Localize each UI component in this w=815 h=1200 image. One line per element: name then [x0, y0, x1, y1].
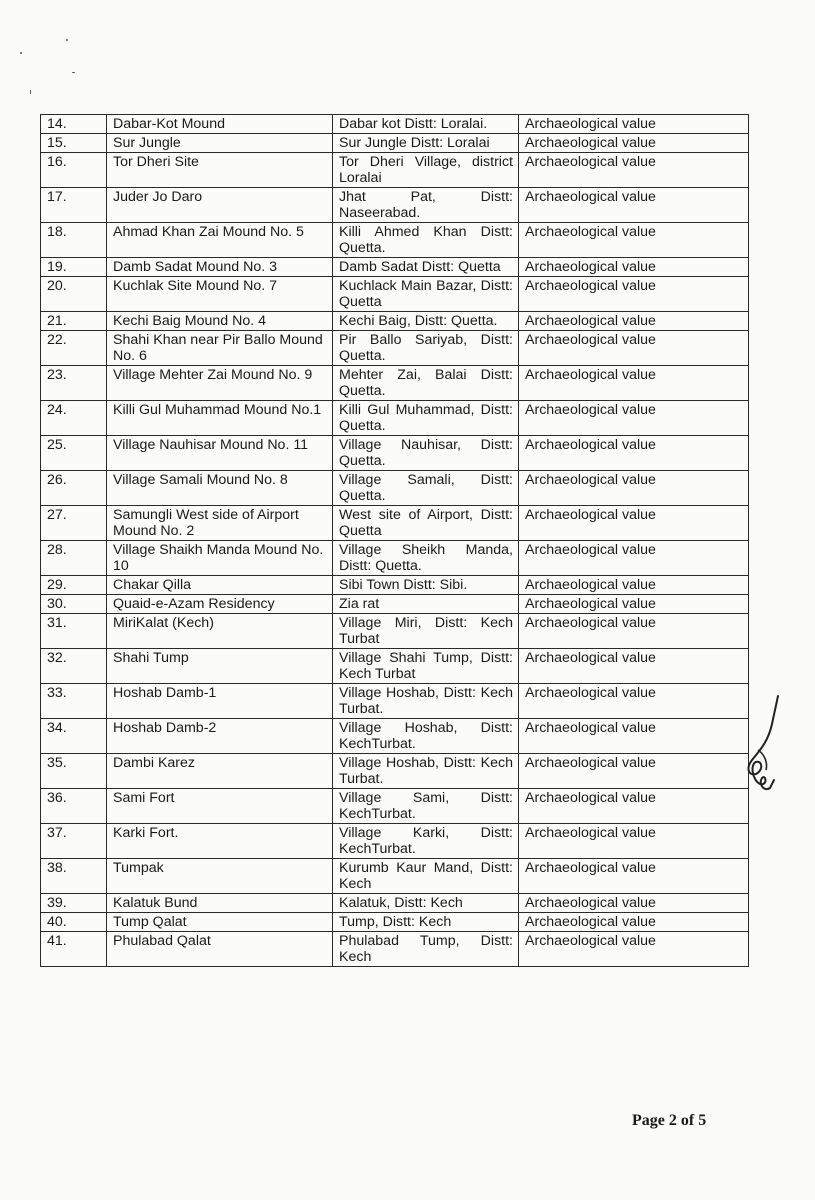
- site-name-cell: Karki Fort.: [107, 824, 333, 859]
- site-name-cell: Kuchlak Site Mound No. 7: [107, 277, 333, 312]
- significance-cell: Archaeological value: [519, 506, 749, 541]
- significance-cell: Archaeological value: [519, 153, 749, 188]
- serial-number-cell: 27.: [41, 506, 107, 541]
- site-name-cell: Damb Sadat Mound No. 3: [107, 258, 333, 277]
- serial-number-cell: 39.: [41, 894, 107, 913]
- site-name-cell: Tump Qalat: [107, 913, 333, 932]
- serial-number-cell: 40.: [41, 913, 107, 932]
- location-cell: Village Karki, Distt: KechTurbat.: [333, 824, 519, 859]
- significance-cell: Archaeological value: [519, 436, 749, 471]
- location-cell: Kalatuk, Distt: Kech: [333, 894, 519, 913]
- significance-cell: Archaeological value: [519, 471, 749, 506]
- serial-number-cell: 31.: [41, 614, 107, 649]
- significance-cell: Archaeological value: [519, 913, 749, 932]
- location-cell: Kuchlack Main Bazar, Distt: Quetta: [333, 277, 519, 312]
- site-name-cell: Hoshab Damb-1: [107, 684, 333, 719]
- serial-number-cell: 16.: [41, 153, 107, 188]
- site-name-cell: MiriKalat (Kech): [107, 614, 333, 649]
- serial-number-cell: 19.: [41, 258, 107, 277]
- significance-cell: Archaeological value: [519, 754, 749, 789]
- site-name-cell: Quaid-e-Azam Residency: [107, 595, 333, 614]
- serial-number-cell: 24.: [41, 401, 107, 436]
- table-row: [41, 789, 749, 824]
- location-cell: Kurumb Kaur Mand, Distt: Kech: [333, 859, 519, 894]
- table-row: [41, 754, 749, 789]
- location-cell: Tor Dheri Village, district Loralai: [333, 153, 519, 188]
- serial-number-cell: 35.: [41, 754, 107, 789]
- site-name-cell: Kalatuk Bund: [107, 894, 333, 913]
- table-row: [41, 913, 749, 932]
- table-row: [41, 541, 749, 576]
- scan-speck: [66, 39, 68, 41]
- table-row: [41, 824, 749, 859]
- table-row: [41, 258, 749, 277]
- significance-cell: Archaeological value: [519, 401, 749, 436]
- location-cell: Tump, Distt: Kech: [333, 913, 519, 932]
- site-name-cell: Dambi Karez: [107, 754, 333, 789]
- page-number: Page 2 of 5: [632, 1112, 707, 1129]
- serial-number-cell: 20.: [41, 277, 107, 312]
- location-cell: Phulabad Tump, Distt: Kech: [333, 932, 519, 967]
- site-name-cell: Village Samali Mound No. 8: [107, 471, 333, 506]
- site-name-cell: Ahmad Khan Zai Mound No. 5: [107, 223, 333, 258]
- serial-number-cell: 21.: [41, 312, 107, 331]
- site-name-cell: Juder Jo Daro: [107, 188, 333, 223]
- table-row: [41, 649, 749, 684]
- location-cell: Village Nauhisar, Distt: Quetta.: [333, 436, 519, 471]
- site-name-cell: Chakar Qilla: [107, 576, 333, 595]
- serial-number-cell: 28.: [41, 541, 107, 576]
- significance-cell: Archaeological value: [519, 859, 749, 894]
- table-row: [41, 576, 749, 595]
- table-row: [41, 188, 749, 223]
- table-row: [41, 436, 749, 471]
- significance-cell: Archaeological value: [519, 115, 749, 134]
- table-row: [41, 401, 749, 436]
- site-name-cell: Village Nauhisar Mound No. 11: [107, 436, 333, 471]
- location-cell: Damb Sadat Distt: Quetta: [333, 258, 519, 277]
- significance-cell: Archaeological value: [519, 894, 749, 913]
- site-name-cell: Phulabad Qalat: [107, 932, 333, 967]
- table-row: [41, 894, 749, 913]
- location-cell: Sur Jungle Distt: Loralai: [333, 134, 519, 153]
- significance-cell: Archaeological value: [519, 188, 749, 223]
- table-row: [41, 932, 749, 967]
- significance-cell: Archaeological value: [519, 614, 749, 649]
- location-cell: Pir Ballo Sariyab, Distt: Quetta.: [333, 331, 519, 366]
- serial-number-cell: 14.: [41, 115, 107, 134]
- table-row: [41, 223, 749, 258]
- site-name-cell: Shahi Tump: [107, 649, 333, 684]
- location-cell: Village Sami, Distt: KechTurbat.: [333, 789, 519, 824]
- significance-cell: Archaeological value: [519, 719, 749, 754]
- table-row: [41, 859, 749, 894]
- significance-cell: Archaeological value: [519, 366, 749, 401]
- location-cell: Jhat Pat, Distt: Naseerabad.: [333, 188, 519, 223]
- serial-number-cell: 17.: [41, 188, 107, 223]
- location-cell: Village Hoshab, Distt: KechTurbat.: [333, 719, 519, 754]
- serial-number-cell: 23.: [41, 366, 107, 401]
- location-cell: Kechi Baig, Distt: Quetta.: [333, 312, 519, 331]
- location-cell: Village Samali, Distt: Quetta.: [333, 471, 519, 506]
- site-name-cell: Shahi Khan near Pir Ballo Mound No. 6: [107, 331, 333, 366]
- significance-cell: Archaeological value: [519, 932, 749, 967]
- serial-number-cell: 36.: [41, 789, 107, 824]
- site-name-cell: Village Shaikh Manda Mound No. 10: [107, 541, 333, 576]
- serial-number-cell: 22.: [41, 331, 107, 366]
- serial-number-cell: 41.: [41, 932, 107, 967]
- serial-number-cell: 38.: [41, 859, 107, 894]
- significance-cell: Archaeological value: [519, 223, 749, 258]
- scan-speck: [20, 52, 22, 54]
- handwritten-signature: [738, 690, 798, 800]
- significance-cell: Archaeological value: [519, 576, 749, 595]
- table-row: [41, 153, 749, 188]
- location-cell: Zia rat: [333, 595, 519, 614]
- heritage-sites-table: [40, 114, 749, 967]
- table-row: [41, 312, 749, 331]
- site-name-cell: Tumpak: [107, 859, 333, 894]
- site-name-cell: Hoshab Damb-2: [107, 719, 333, 754]
- site-name-cell: Dabar-Kot Mound: [107, 115, 333, 134]
- serial-number-cell: 26.: [41, 471, 107, 506]
- site-name-cell: Village Mehter Zai Mound No. 9: [107, 366, 333, 401]
- table-row: [41, 366, 749, 401]
- site-name-cell: Sami Fort: [107, 789, 333, 824]
- table-row: [41, 331, 749, 366]
- table-row: [41, 471, 749, 506]
- site-name-cell: Sur Jungle: [107, 134, 333, 153]
- table-body: [41, 115, 749, 967]
- location-cell: Dabar kot Distt: Loralai.: [333, 115, 519, 134]
- significance-cell: Archaeological value: [519, 134, 749, 153]
- table-row: [41, 115, 749, 134]
- significance-cell: Archaeological value: [519, 649, 749, 684]
- significance-cell: Archaeological value: [519, 258, 749, 277]
- significance-cell: Archaeological value: [519, 824, 749, 859]
- serial-number-cell: 34.: [41, 719, 107, 754]
- table-row: [41, 684, 749, 719]
- significance-cell: Archaeological value: [519, 541, 749, 576]
- significance-cell: Archaeological value: [519, 277, 749, 312]
- site-name-cell: Killi Gul Muhammad Mound No.1: [107, 401, 333, 436]
- serial-number-cell: 18.: [41, 223, 107, 258]
- serial-number-cell: 15.: [41, 134, 107, 153]
- location-cell: Village Shahi Tump, Distt: Kech Turbat: [333, 649, 519, 684]
- table-row: [41, 719, 749, 754]
- significance-cell: Archaeological value: [519, 331, 749, 366]
- location-cell: Village Hoshab, Distt: Kech Turbat.: [333, 754, 519, 789]
- significance-cell: Archaeological value: [519, 312, 749, 331]
- table-row: [41, 134, 749, 153]
- site-name-cell: Tor Dheri Site: [107, 153, 333, 188]
- serial-number-cell: 37.: [41, 824, 107, 859]
- serial-number-cell: 30.: [41, 595, 107, 614]
- location-cell: West site of Airport, Distt: Quetta: [333, 506, 519, 541]
- location-cell: Killi Ahmed Khan Distt: Quetta.: [333, 223, 519, 258]
- serial-number-cell: 32.: [41, 649, 107, 684]
- location-cell: Village Miri, Distt: Kech Turbat: [333, 614, 519, 649]
- location-cell: Village Sheikh Manda, Distt: Quetta.: [333, 541, 519, 576]
- table-row: [41, 614, 749, 649]
- serial-number-cell: 29.: [41, 576, 107, 595]
- table-row: [41, 506, 749, 541]
- significance-cell: Archaeological value: [519, 789, 749, 824]
- location-cell: Killi Gul Muhammad, Distt: Quetta.: [333, 401, 519, 436]
- site-name-cell: Samungli West side of Airport Mound No. 2: [107, 506, 333, 541]
- table-row: [41, 595, 749, 614]
- serial-number-cell: 25.: [41, 436, 107, 471]
- significance-cell: Archaeological value: [519, 684, 749, 719]
- scan-speck: [72, 72, 75, 73]
- site-name-cell: Kechi Baig Mound No. 4: [107, 312, 333, 331]
- serial-number-cell: 33.: [41, 684, 107, 719]
- significance-cell: Archaeological value: [519, 595, 749, 614]
- location-cell: Sibi Town Distt: Sibi.: [333, 576, 519, 595]
- location-cell: Mehter Zai, Balai Distt: Quetta.: [333, 366, 519, 401]
- table-row: [41, 277, 749, 312]
- scan-speck: [30, 90, 31, 94]
- location-cell: Village Hoshab, Distt: Kech Turbat.: [333, 684, 519, 719]
